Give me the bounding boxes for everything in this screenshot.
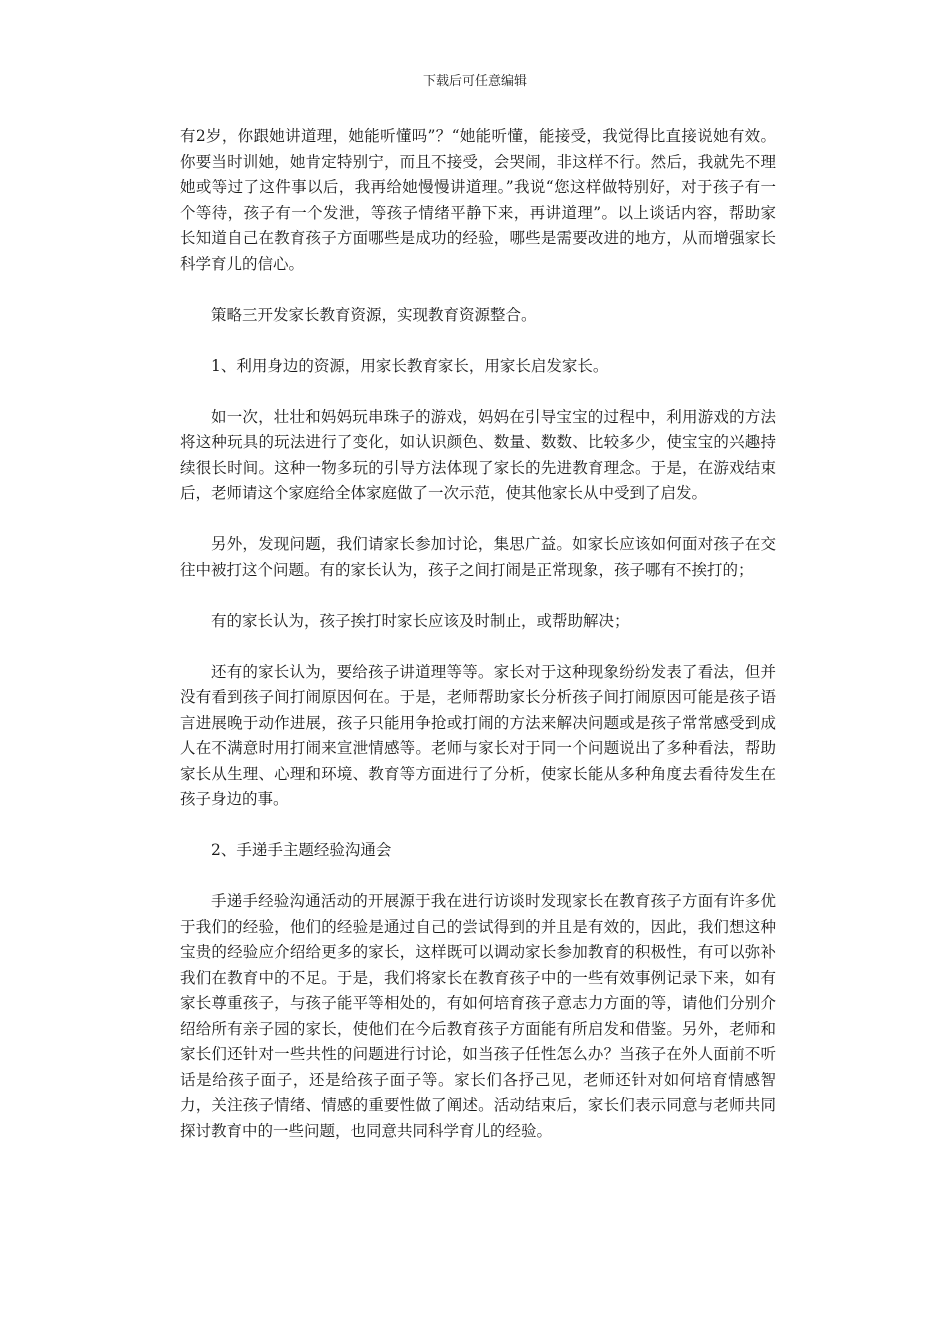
paragraph-continuation: 有2岁，你跟她讲道理，她能听懂吗”？“她能听懂，能接受，我觉得比直接说她有效。你要当时训她，她肯定特别宁，而且不接受，会哭闹，非这样不行。然后，我就先不理她或等过了这件事以后，我再给她慢慢讲道理。”我说“您这样做特别好，对于孩子有一个等待，孩子有一个发泄，等孩子情绪平静下来，再讲道理”。以上谈话内容，帮助家长知道自己在教育孩子方面哪些是成功的经验，哪些是需要改进的地方，从而增强家长科学育儿的信心。 [180,127,776,273]
paragraph-strategy-heading: 策略三开发家长教育资源，实现教育资源整合。 [211,305,537,324]
paragraph-section-2-heading: 2、手递手主题经验沟通会 [211,841,392,859]
paragraph-discussion: 另外，发现问题，我们请家长参加讨论，集思广益。如家长应该如何面对孩子在交往中被打这个问题。有的家长认为，孩子之间打闹是正常现象，孩子哪有不挨打的； [180,535,776,579]
paragraph-example: 如一次，壮壮和妈妈玩串珠子的游戏，妈妈在引导宝宝的过程中，利用游戏的方法将这种玩具的玩法进行了变化，如认识颜色、数量、数数、比较多少，使宝宝的兴趣持续很长时间。这种一物多玩的引导方法体现了家长的先进教育理念。于是，在游戏结束后，老师请这个家庭给全体家庭做了一次示范，使其他家长从中受到了启发。 [180,407,776,502]
paragraph-analysis: 还有的家长认为，要给孩子讲道理等等。家长对于这种现象纷纷发表了看法，但并没有看到孩子间打闹原因何在。于是，老师帮助家长分析孩子间打闹原因可能是孩子语言进展晚于动作进展，孩子只能用争抢或打闹的方法来解决问题或是孩子常常感受到成人在不满意时用打闹来宣泄情感等。老师与家长对于同一个问题说出了多种看法，帮助家长从生理、心理和环境、教育等方面进行了分析，使家长能从多种角度去看待发生在孩子身边的事。 [180,662,776,808]
paragraph-opinion: 有的家长认为，孩子挨打时家长应该及时制止，或帮助解决； [211,611,630,630]
paragraph-experience-sharing: 手递手经验沟通活动的开展源于我在进行访谈时发现家长在教育孩子方面有许多优于我们的经验，他们的经验是通过自己的尝试得到的并且是有效的，因此，我们想这种宝贵的经验应介绍给更多的家长，这样既可以调动家长参加教育的积极性，有可以弥补我们在教育中的不足。于是，我们将家长在教育孩子中的一些有效事例记录下来，如有家长尊重孩子，与孩子能平等相处的，有如何培育孩子意志力方面的等，请他们分别介绍给所有亲子园的家长，使他们在今后教育孩子方面能有所启发和借鉴。另外，老师和家长们还针对一些共性的问题进行讨论，如当孩子任性怎么办？当孩子在外人面前不听话是给孩子面子，还是给孩子面子等。家长们各抒己见，老师还针对如何培育情感智力，关注孩子情绪、情感的重要性做了阐述。活动结束后，家长们表示同意与老师共同探讨教育中的一些问题，也同意共同科学育儿的经验。 [180,892,776,1140]
header-note: 下载后可任意编辑 [422,74,527,89]
paragraph-section-1-heading: 1、利用身边的资源，用家长教育家长，用家长启发家长。 [211,356,609,375]
document-body [180,124,776,1170]
